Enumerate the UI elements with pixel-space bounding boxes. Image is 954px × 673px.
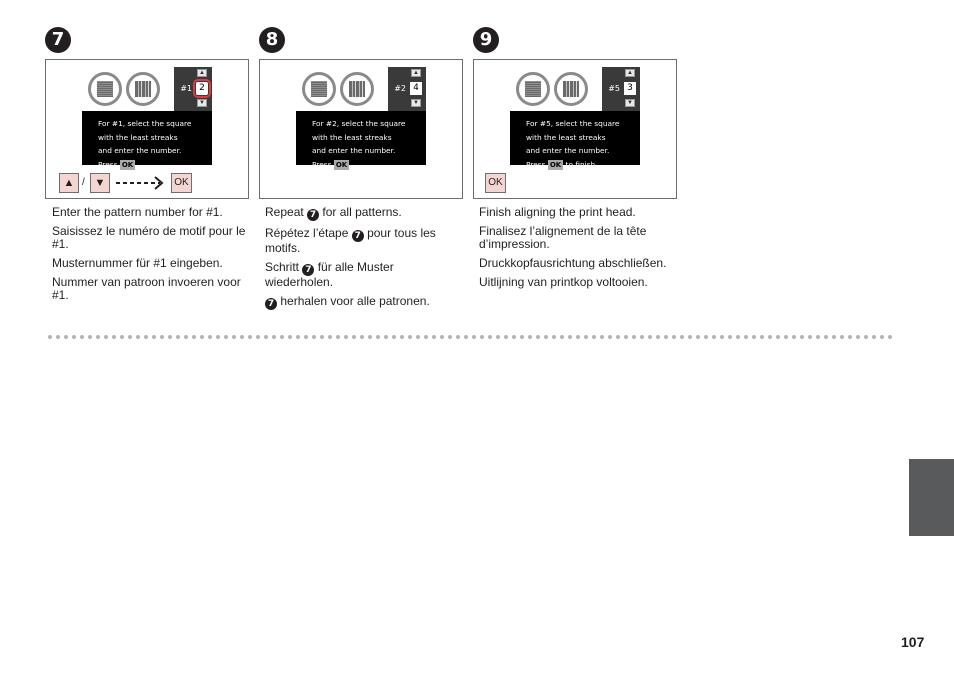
pattern-solid-icon xyxy=(302,72,336,106)
text-part: Schritt xyxy=(265,260,300,274)
section-tab xyxy=(909,459,954,536)
ok-key[interactable]: OK xyxy=(485,173,506,193)
lcd-line: and enter the number. xyxy=(312,146,396,155)
text-nl: Nummer van patroon invoeren voor #1. xyxy=(52,275,241,302)
pattern-number: 4 xyxy=(410,82,422,95)
down-arrow-icon: ▼ xyxy=(625,99,635,107)
ok-key[interactable]: OK xyxy=(171,173,192,193)
text-part: Répétez l’étape xyxy=(265,226,349,240)
down-arrow-icon: ▼ xyxy=(411,99,421,107)
text-part: für alle Muster wiederholen. xyxy=(265,260,394,289)
pattern-label: #1 xyxy=(180,84,192,93)
lcd-line: and enter the number. xyxy=(98,146,182,155)
pattern-label: #2 xyxy=(394,84,406,93)
press-text: Press xyxy=(312,159,332,169)
text-part: Repeat xyxy=(265,205,304,219)
lcd-line: For #5, select the square xyxy=(526,119,620,128)
lcd-screen xyxy=(296,67,426,169)
text-en xyxy=(265,206,461,221)
text-de: Musternummer für #1 eingeben. xyxy=(52,256,223,270)
lcd-line: For #1, select the square xyxy=(98,119,192,128)
pattern-number: 3 xyxy=(624,82,636,95)
step-ref-icon: 7 xyxy=(307,209,319,221)
step-7-text xyxy=(52,206,248,308)
press-suffix: to finish. xyxy=(565,159,598,169)
page-number: 107 xyxy=(901,634,925,650)
text-de xyxy=(265,261,461,289)
pattern-number: 2 xyxy=(196,82,208,95)
down-arrow-icon: ▼ xyxy=(197,99,207,107)
text-en: Enter the pattern number for #1. xyxy=(52,205,223,219)
lcd-line: with the least streaks xyxy=(98,132,178,142)
step-9-badge: 9 xyxy=(473,27,499,53)
lcd-press-line xyxy=(526,158,636,172)
text-fr xyxy=(265,227,461,255)
press-text: Press xyxy=(98,159,118,169)
step-7-badge: 7 xyxy=(45,27,71,53)
lcd-line: with the least streaks xyxy=(312,132,392,142)
pattern-streak-icon xyxy=(554,72,588,106)
step-9-text xyxy=(479,206,675,295)
text-fr: Finalisez l’alignement de la tête d’impression. xyxy=(479,224,647,251)
up-key[interactable]: ▲ xyxy=(59,173,79,193)
step-8-illustration xyxy=(259,59,463,199)
lcd-screen xyxy=(510,67,640,169)
press-suffix: . xyxy=(135,159,138,169)
step-7-illustration xyxy=(45,59,249,199)
pattern-streak-icon xyxy=(340,72,374,106)
step-8-text xyxy=(265,206,461,316)
up-arrow-icon: ▲ xyxy=(197,69,207,77)
lcd-line: with the least streaks xyxy=(526,132,606,142)
text-part: herhalen voor alle patronen. xyxy=(280,294,430,308)
pattern-solid-icon xyxy=(88,72,122,106)
ok-chip: OK xyxy=(335,160,348,169)
step-ref-icon: 7 xyxy=(352,230,364,242)
text-part: pour tous les motifs. xyxy=(265,226,436,255)
step-ref-icon: 7 xyxy=(302,264,314,276)
dashed-arrow-icon xyxy=(114,174,168,192)
down-key[interactable]: ▼ xyxy=(90,173,110,193)
lcd-line: and enter the number. xyxy=(526,146,610,155)
text-nl: Uitlijning van printkop voltooien. xyxy=(479,275,648,289)
step-8-badge: 8 xyxy=(259,27,285,53)
lcd-message xyxy=(526,117,636,171)
pattern-solid-icon xyxy=(516,72,550,106)
ok-chip: OK xyxy=(121,160,134,169)
step-9-illustration xyxy=(473,59,677,199)
ok-chip: OK xyxy=(549,160,562,169)
key-separator: / xyxy=(82,177,85,188)
lcd-message xyxy=(312,117,422,171)
pattern-streak-icon xyxy=(126,72,160,106)
lcd-press-line xyxy=(98,158,208,172)
dotted-divider xyxy=(46,334,894,340)
press-suffix: . xyxy=(349,159,352,169)
text-fr: Saisissez le numéro de motif pour le #1. xyxy=(52,224,246,251)
lcd-line: For #2, select the square xyxy=(312,119,406,128)
lcd-message xyxy=(98,117,208,171)
press-text: Press xyxy=(526,159,546,169)
pattern-label: #5 xyxy=(608,84,620,93)
text-nl xyxy=(265,295,461,310)
up-arrow-icon: ▲ xyxy=(625,69,635,77)
lcd-screen xyxy=(82,67,212,169)
up-arrow-icon: ▲ xyxy=(411,69,421,77)
text-de: Druckkopfausrichtung abschließen. xyxy=(479,256,667,270)
step-ref-icon: 7 xyxy=(265,298,277,310)
text-en: Finish aligning the print head. xyxy=(479,205,636,219)
text-part: for all patterns. xyxy=(322,205,402,219)
lcd-press-line xyxy=(312,158,422,172)
